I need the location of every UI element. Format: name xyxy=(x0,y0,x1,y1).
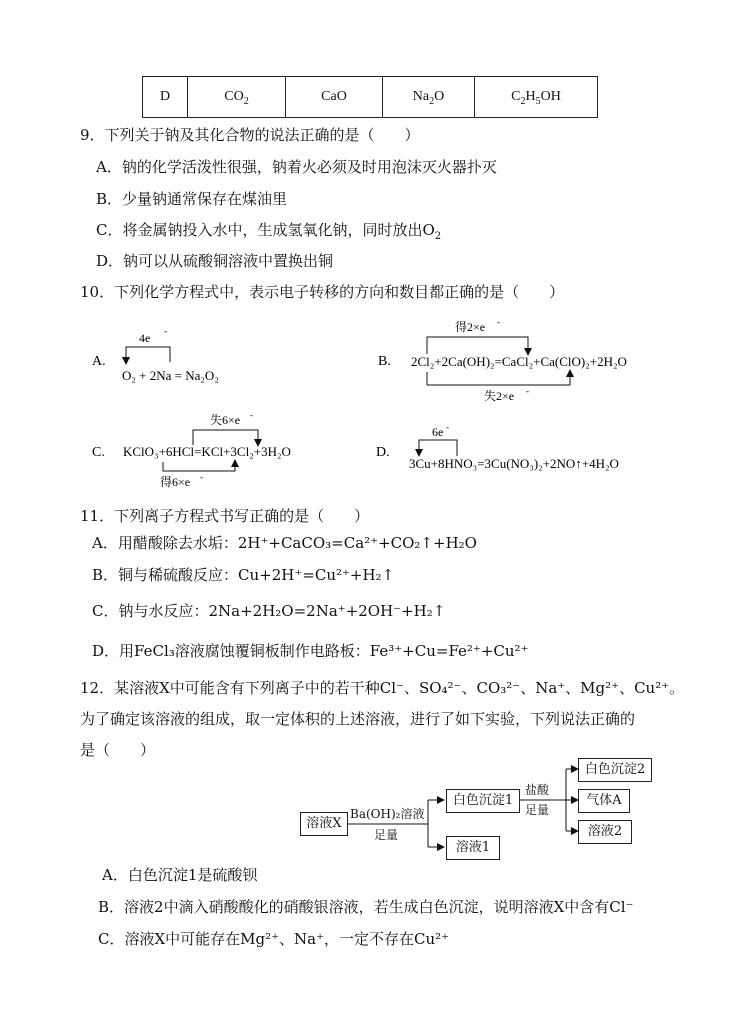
flow-box-precip2: 白色沉淀2 xyxy=(578,758,652,782)
question-11-option-c: C．钠与水反应：2Na+2H₂O=2Na⁺+2OH⁻+H₂↑ xyxy=(92,602,446,620)
flow-reagent2-top: 盐酸 xyxy=(525,783,550,797)
option-c-top-label: 失6×e xyxy=(210,413,241,427)
option-b-top-label: 得2×e xyxy=(455,320,486,334)
option-a-electron-sign: - xyxy=(164,326,167,336)
cell-sub: 5 xyxy=(535,95,541,107)
question-12-stem-line1: 12．某溶液X中可能含有下列离子中的若干种Cl⁻、SO₄²⁻、CO₃²⁻、Na⁺、Mg²⁺、Cu²⁺。 xyxy=(80,679,685,697)
flow-box-start: 溶液X xyxy=(300,812,348,836)
option-c-bottom-arrow xyxy=(163,462,235,471)
question-9-option-d: D．钠可以从硫酸铜溶液中置换出铜 xyxy=(96,252,334,270)
option-c-top-arrow xyxy=(193,430,258,445)
option-c-label: C. xyxy=(92,445,105,460)
question-12-stem-line3: 是（ ） xyxy=(80,741,156,759)
table-cell-label xyxy=(143,77,188,118)
electron-transfer-diagrams xyxy=(0,310,737,495)
question-11-stem: 11．下列离子方程式书写正确的是（ ） xyxy=(80,507,370,525)
cell-text: OH xyxy=(540,89,561,104)
table-cell xyxy=(383,77,475,118)
flow-box-solution1: 溶液1 xyxy=(446,836,500,860)
option-b-bottom-arrow xyxy=(427,372,570,385)
cell-sub: 2 xyxy=(243,95,249,107)
option-c-text: C．将金属钠投入水中，生成氢氧化钠，同时放出O xyxy=(96,221,435,239)
option-a-label: A. xyxy=(92,354,106,369)
flow-reagent1-top: Ba(OH)₂溶液 xyxy=(350,807,425,821)
table-cell xyxy=(188,77,286,118)
question-12-option-a: A．白色沉淀1是硫酸钡 xyxy=(102,866,258,884)
option-d-electrons: 6e xyxy=(432,425,444,439)
option-a-arrow xyxy=(126,347,170,362)
option-d-electron-sign: - xyxy=(446,422,449,432)
cell-text: O xyxy=(434,89,445,104)
option-c-equation: KClO₃+6HCl=KCl+3Cl₂+3H₂O xyxy=(123,444,291,459)
option-b-bottom-label: 失2×e xyxy=(484,389,515,403)
question-9-option-b: B．少量钠通常保存在煤油里 xyxy=(96,190,288,208)
question-12-option-c: C．溶液X中可能存在Mg²⁺、Na⁺，一定不存在Cu²⁺ xyxy=(98,930,450,948)
flow-reagent2-bottom: 足量 xyxy=(525,803,550,817)
question-9-stem: 9．下列关于钠及其化合物的说法正确的是（ ） xyxy=(80,126,420,144)
option-a-equation: O₂ + 2Na = Na₂O₂ xyxy=(122,368,219,383)
cell-text: C xyxy=(511,89,521,104)
option-b-top-arrow xyxy=(427,337,528,354)
option-a-electrons: 4e xyxy=(139,331,151,345)
flow-box-precip1: 白色沉淀1 xyxy=(446,789,520,813)
flow-box-gas: 气体A xyxy=(578,789,630,813)
flow-box-solution2: 溶液2 xyxy=(578,820,632,844)
option-c-bottom-sign: - xyxy=(200,472,203,482)
option-c-top-sign: - xyxy=(250,410,253,420)
question-11-option-b: B．铜与稀硫酸反应：Cu+2H⁺=Cu²⁺+H₂↑ xyxy=(92,566,395,584)
table-cell xyxy=(475,77,598,118)
question-9-option-c xyxy=(96,219,441,240)
option-d-label: D. xyxy=(376,445,390,460)
option-d-arrow xyxy=(419,440,457,456)
option-b-bottom-sign: - xyxy=(526,386,529,396)
question-11-option-d: D．用FeCl₃溶液腐蚀覆铜板制作电路板：Fe³⁺+Cu=Fe²⁺+Cu²⁺ xyxy=(92,642,529,660)
question-9-option-a: A．钠的化学活泼性很强，钠着火必须及时用泡沫灭火器扑灭 xyxy=(96,158,497,176)
option-b-equation: 2Cl₂+2Ca(OH)₂=CaCl₂+Ca(ClO)₂+2H₂O xyxy=(411,354,627,369)
cell-sub: 2 xyxy=(520,95,526,107)
table-cell xyxy=(286,77,383,118)
question-12-option-b: B．溶液2中滴入硝酸酸化的硝酸银溶液，若生成白色沉淀，说明溶液X中含有Cl⁻ xyxy=(98,898,634,916)
question-10-stem: 10．下列化学方程式中，表示电子转移的方向和数目都正确的是（ ） xyxy=(80,283,565,301)
flow-reagent1-bottom: 足量 xyxy=(374,828,399,842)
cell-text: H xyxy=(525,89,536,104)
table-row xyxy=(143,77,598,118)
question-12-stem-line2: 为了确定该溶液的组成，取一定体积的上述溶液，进行了如下实验，下列说法正确的 xyxy=(80,710,636,728)
option-b-top-sign: - xyxy=(497,317,500,327)
question-11-option-a: A．用醋酸除去水垢：2H⁺+CaCO₃=Ca²⁺+CO₂↑+H₂O xyxy=(92,534,477,552)
option-b-label: B. xyxy=(378,354,391,369)
cell-text: CO xyxy=(224,89,244,104)
cell-text: Na xyxy=(412,89,430,104)
answer-table xyxy=(142,76,598,118)
cell-text: CaO xyxy=(321,89,347,104)
cell-sub: 2 xyxy=(429,95,435,107)
option-c-sub: 2 xyxy=(434,231,442,242)
option-d-equation: 3Cu+8HNO₃=3Cu(NO₃)₂+2NO↑+4H₂O xyxy=(409,456,619,471)
option-c-bottom-label: 得6×e xyxy=(160,475,191,489)
row-label: D xyxy=(159,89,171,104)
